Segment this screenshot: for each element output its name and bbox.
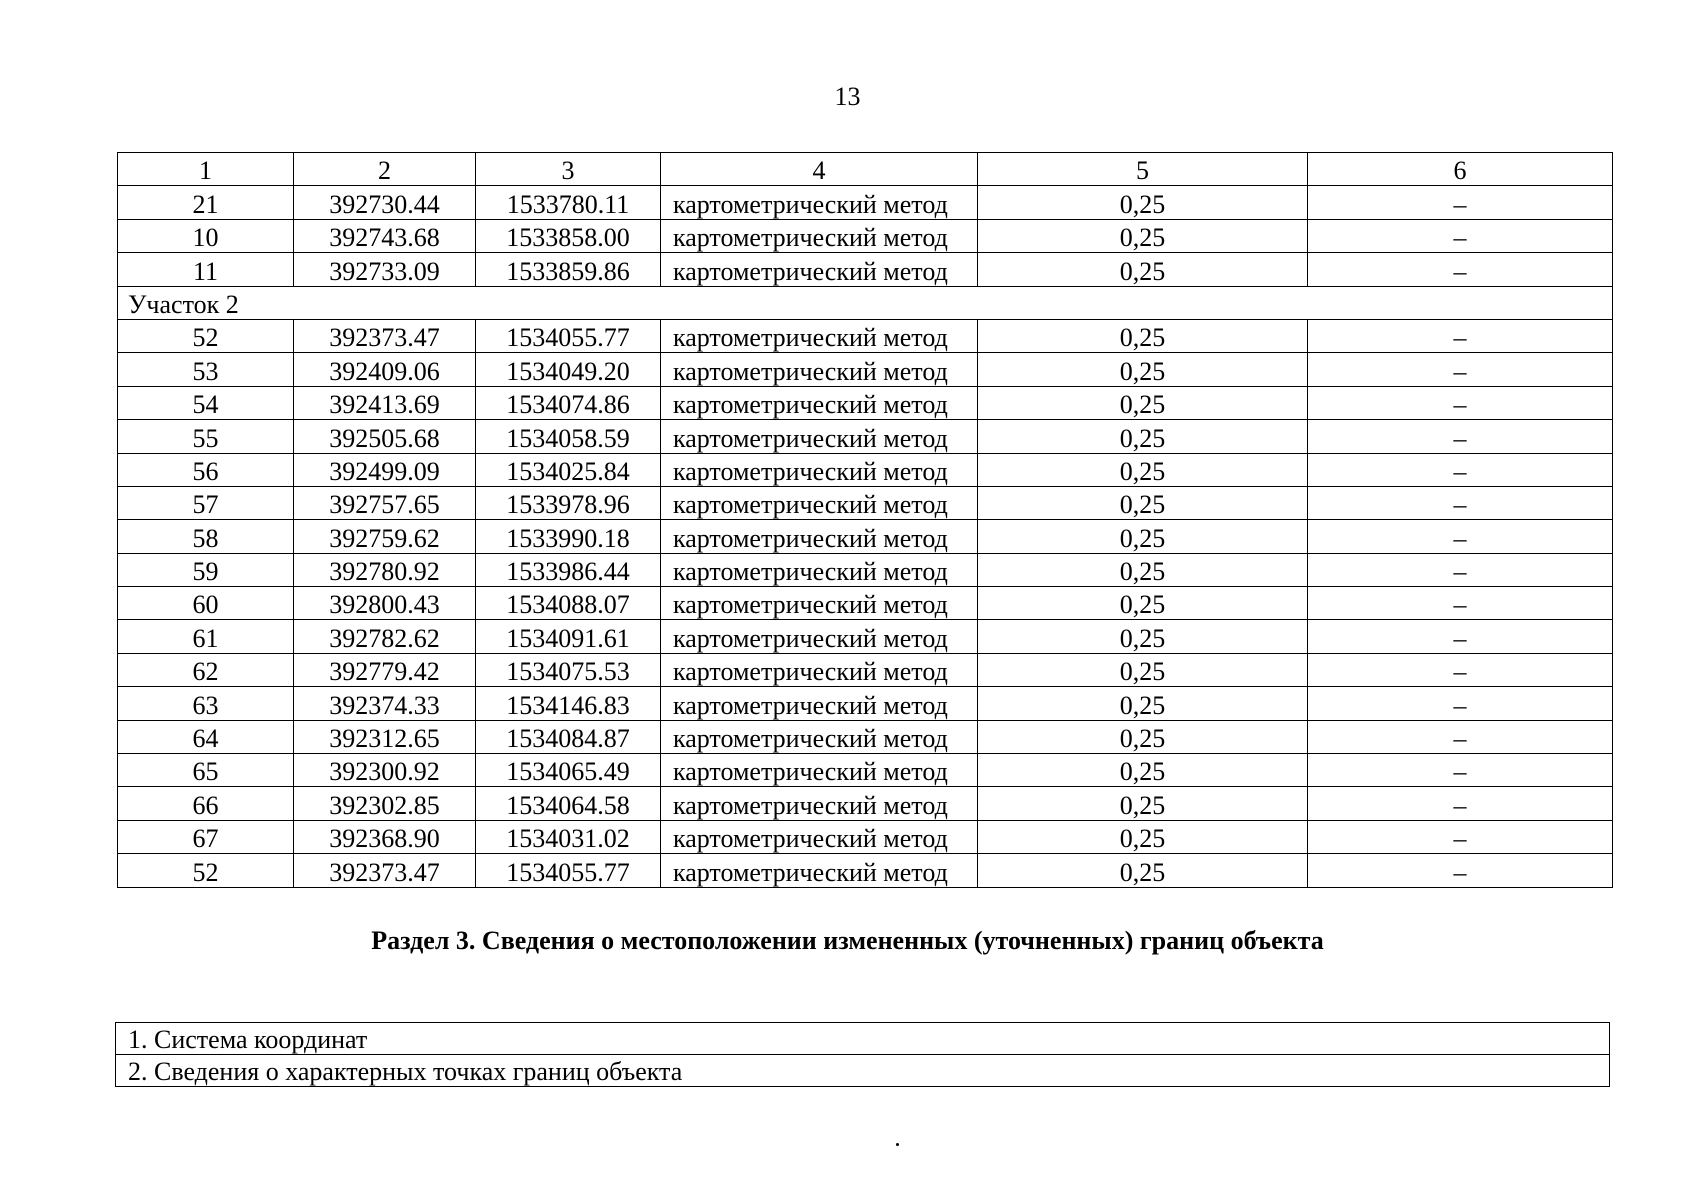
section-label: Участок 2 [118, 286, 1613, 319]
description-cell: – [1308, 186, 1613, 219]
y-coordinate-cell: 1534065.49 [476, 754, 661, 787]
y-coordinate-cell: 1533859.86 [476, 253, 661, 286]
accuracy-cell: 0,25 [978, 186, 1308, 219]
column-header-1: 1 [118, 153, 294, 186]
y-coordinate-cell: 1534055.77 [476, 319, 661, 352]
point-number-cell: 60 [118, 587, 294, 620]
y-coordinate-cell: 1534088.07 [476, 587, 661, 620]
info-row-coordinate-system: 1. Система координат [116, 1023, 1610, 1055]
y-coordinate-cell: 1534064.58 [476, 787, 661, 820]
accuracy-cell: 0,25 [978, 587, 1308, 620]
method-cell: картометрический метод [661, 620, 978, 653]
point-number-cell: 52 [118, 854, 294, 887]
method-cell: картометрический метод [661, 219, 978, 252]
method-cell: картометрический метод [661, 687, 978, 720]
y-coordinate-cell: 1534084.87 [476, 720, 661, 753]
point-number-cell: 55 [118, 420, 294, 453]
accuracy-cell: 0,25 [978, 820, 1308, 853]
description-cell: – [1308, 520, 1613, 553]
coordinates-table [117, 152, 1613, 888]
method-cell: картометрический метод [661, 653, 978, 686]
y-coordinate-cell: 1533780.11 [476, 186, 661, 219]
x-coordinate-cell: 392782.62 [294, 620, 476, 653]
x-coordinate-cell: 392499.09 [294, 453, 476, 486]
description-cell: – [1308, 620, 1613, 653]
description-cell: – [1308, 587, 1613, 620]
x-coordinate-cell: 392373.47 [294, 854, 476, 887]
y-coordinate-cell: 1534075.53 [476, 653, 661, 686]
accuracy-cell: 0,25 [978, 787, 1308, 820]
x-coordinate-cell: 392757.65 [294, 486, 476, 519]
accuracy-cell: 0,25 [978, 453, 1308, 486]
column-header-5: 5 [978, 153, 1308, 186]
method-cell: картометрический метод [661, 720, 978, 753]
table-row [118, 854, 1613, 887]
method-cell: картометрический метод [661, 420, 978, 453]
description-cell: – [1308, 319, 1613, 352]
method-cell: картометрический метод [661, 386, 978, 419]
accuracy-cell: 0,25 [978, 754, 1308, 787]
table-row [118, 653, 1613, 686]
table-row [118, 687, 1613, 720]
point-number-cell: 58 [118, 520, 294, 553]
method-cell: картометрический метод [661, 820, 978, 853]
table-row [118, 820, 1613, 853]
column-header-4: 4 [661, 153, 978, 186]
y-coordinate-cell: 1533858.00 [476, 219, 661, 252]
point-number-cell: 21 [118, 186, 294, 219]
y-coordinate-cell: 1534031.02 [476, 820, 661, 853]
method-cell: картометрический метод [661, 787, 978, 820]
method-cell: картометрический метод [661, 754, 978, 787]
table-row [118, 720, 1613, 753]
method-cell: картометрический метод [661, 520, 978, 553]
column-header-2: 2 [294, 153, 476, 186]
table-row [118, 420, 1613, 453]
y-coordinate-cell: 1534025.84 [476, 453, 661, 486]
info-row [116, 1055, 1610, 1087]
description-cell: – [1308, 253, 1613, 286]
description-cell: – [1308, 353, 1613, 386]
stray-dot [896, 1143, 899, 1146]
point-number-cell: 64 [118, 720, 294, 753]
description-cell: – [1308, 553, 1613, 586]
accuracy-cell: 0,25 [978, 620, 1308, 653]
point-number-cell: 67 [118, 820, 294, 853]
method-cell: картометрический метод [661, 486, 978, 519]
method-cell: картометрический метод [661, 319, 978, 352]
method-cell: картометрический метод [661, 186, 978, 219]
x-coordinate-cell: 392300.92 [294, 754, 476, 787]
table-row [118, 486, 1613, 519]
method-cell: картометрический метод [661, 253, 978, 286]
table-row [118, 386, 1613, 419]
point-number-cell: 54 [118, 386, 294, 419]
x-coordinate-cell: 392302.85 [294, 787, 476, 820]
point-number-cell: 63 [118, 687, 294, 720]
table-row [118, 520, 1613, 553]
x-coordinate-cell: 392800.43 [294, 587, 476, 620]
accuracy-cell: 0,25 [978, 353, 1308, 386]
y-coordinate-cell: 1534058.59 [476, 420, 661, 453]
x-coordinate-cell: 392312.65 [294, 720, 476, 753]
x-coordinate-cell: 392759.62 [294, 520, 476, 553]
description-cell: – [1308, 453, 1613, 486]
point-number-cell: 11 [118, 253, 294, 286]
point-number-cell: 65 [118, 754, 294, 787]
accuracy-cell: 0,25 [978, 253, 1308, 286]
method-cell: картометрический метод [661, 353, 978, 386]
accuracy-cell: 0,25 [978, 319, 1308, 352]
accuracy-cell: 0,25 [978, 386, 1308, 419]
table-row [118, 253, 1613, 286]
method-cell: картометрический метод [661, 587, 978, 620]
point-number-cell: 62 [118, 653, 294, 686]
x-coordinate-cell: 392374.33 [294, 687, 476, 720]
y-coordinate-cell: 1533986.44 [476, 553, 661, 586]
accuracy-cell: 0,25 [978, 219, 1308, 252]
x-coordinate-cell: 392780.92 [294, 553, 476, 586]
description-cell: – [1308, 420, 1613, 453]
description-cell: – [1308, 787, 1613, 820]
point-number-cell: 10 [118, 219, 294, 252]
point-number-cell: 52 [118, 319, 294, 352]
description-cell: – [1308, 653, 1613, 686]
description-cell: – [1308, 820, 1613, 853]
info-row [116, 1023, 1610, 1055]
table-row [118, 553, 1613, 586]
x-coordinate-cell: 392733.09 [294, 253, 476, 286]
y-coordinate-cell: 1534055.77 [476, 854, 661, 887]
table-row [118, 787, 1613, 820]
accuracy-cell: 0,25 [978, 653, 1308, 686]
description-cell: – [1308, 854, 1613, 887]
column-header-3: 3 [476, 153, 661, 186]
x-coordinate-cell: 392779.42 [294, 653, 476, 686]
page-number: 13 [834, 82, 861, 111]
method-cell: картометрический метод [661, 854, 978, 887]
section-row [118, 286, 1613, 319]
y-coordinate-cell: 1534091.61 [476, 620, 661, 653]
y-coordinate-cell: 1533990.18 [476, 520, 661, 553]
description-cell: – [1308, 386, 1613, 419]
x-coordinate-cell: 392373.47 [294, 319, 476, 352]
description-cell: – [1308, 687, 1613, 720]
point-number-cell: 57 [118, 486, 294, 519]
y-coordinate-cell: 1533978.96 [476, 486, 661, 519]
point-number-cell: 56 [118, 453, 294, 486]
method-cell: картометрический метод [661, 553, 978, 586]
x-coordinate-cell: 392409.06 [294, 353, 476, 386]
accuracy-cell: 0,25 [978, 687, 1308, 720]
point-number-cell: 61 [118, 620, 294, 653]
x-coordinate-cell: 392505.68 [294, 420, 476, 453]
method-cell: картометрический метод [661, 453, 978, 486]
table-row [118, 219, 1613, 252]
table-row [118, 319, 1613, 352]
table-row [118, 186, 1613, 219]
info-row-boundary-points: 2. Сведения о характерных точках границ объекта [116, 1055, 1610, 1087]
accuracy-cell: 0,25 [978, 520, 1308, 553]
y-coordinate-cell: 1534146.83 [476, 687, 661, 720]
table-row [118, 620, 1613, 653]
table-row [118, 453, 1613, 486]
description-cell: – [1308, 754, 1613, 787]
description-cell: – [1308, 486, 1613, 519]
y-coordinate-cell: 1534074.86 [476, 386, 661, 419]
column-header-6: 6 [1308, 153, 1613, 186]
accuracy-cell: 0,25 [978, 486, 1308, 519]
point-number-cell: 59 [118, 553, 294, 586]
accuracy-cell: 0,25 [978, 854, 1308, 887]
accuracy-cell: 0,25 [978, 720, 1308, 753]
table-row [118, 587, 1613, 620]
table-row [118, 754, 1613, 787]
table-row [118, 353, 1613, 386]
y-coordinate-cell: 1534049.20 [476, 353, 661, 386]
description-cell: – [1308, 219, 1613, 252]
info-table [115, 1022, 1610, 1087]
x-coordinate-cell: 392743.68 [294, 219, 476, 252]
x-coordinate-cell: 392368.90 [294, 820, 476, 853]
x-coordinate-cell: 392730.44 [294, 186, 476, 219]
point-number-cell: 53 [118, 353, 294, 386]
x-coordinate-cell: 392413.69 [294, 386, 476, 419]
point-number-cell: 66 [118, 787, 294, 820]
description-cell: – [1308, 720, 1613, 753]
accuracy-cell: 0,25 [978, 553, 1308, 586]
section-title: Раздел 3. Сведения о местоположении измененных (уточненных) границ объекта [371, 926, 1324, 955]
accuracy-cell: 0,25 [978, 420, 1308, 453]
header-row [118, 153, 1613, 186]
